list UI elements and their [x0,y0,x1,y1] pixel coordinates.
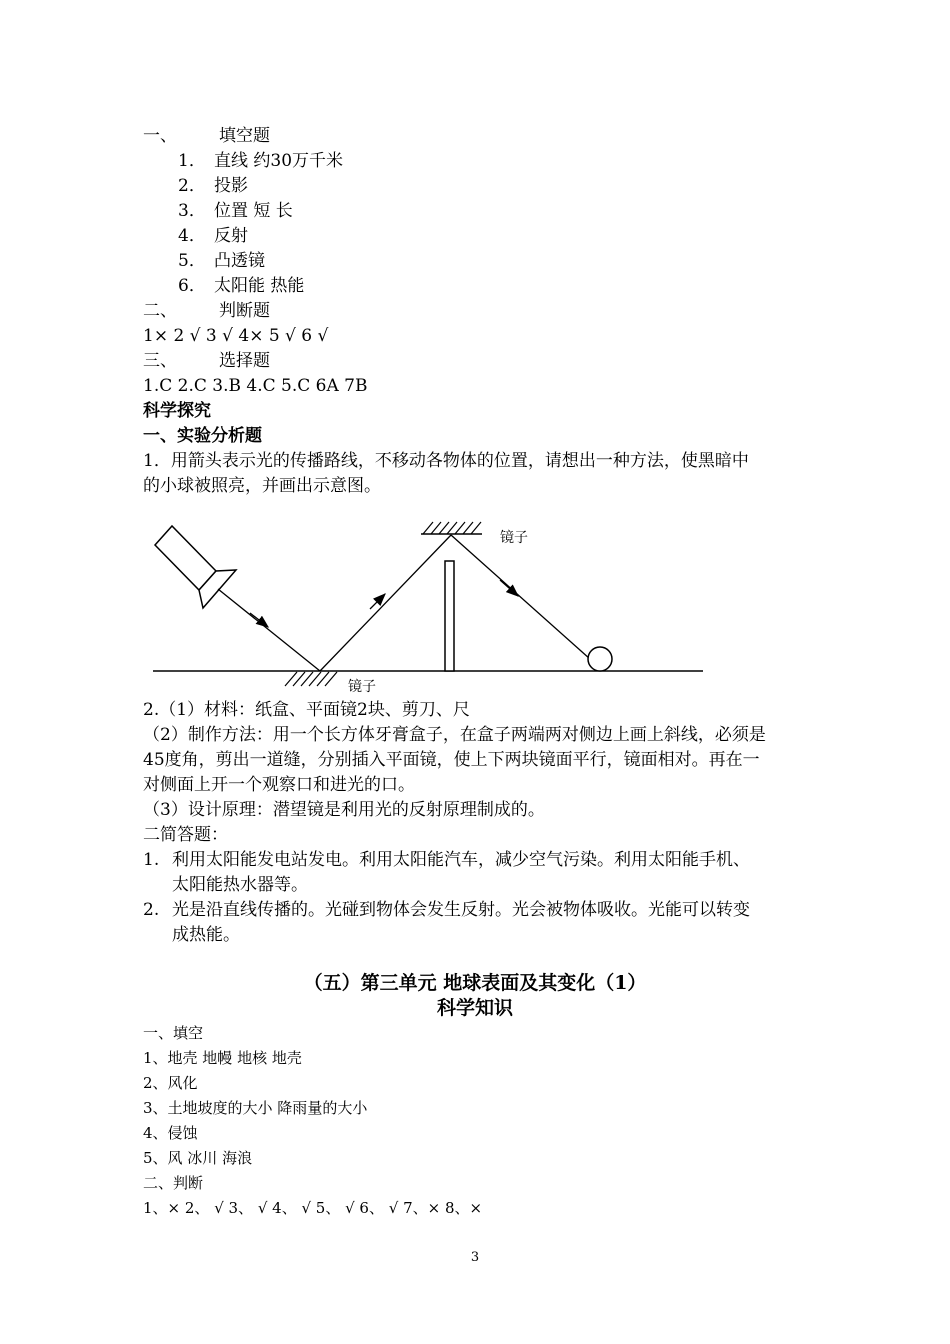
q2-line-3: 45度角，剪出一道缝，分别插入平面镜，使上下两块镜面平行，镜面相对。再在一 [143,750,760,770]
ball [588,647,612,671]
item-text: 凸透镜 [214,251,265,271]
judge-answers: 1× 2 √ 3 √ 4× 5 √ 6 √ [143,326,329,346]
item-text: 位置 短 长 [214,201,293,221]
q2-line-5: （3）设计原理：潜望镜是利用光的反射原理制成的。 [143,800,545,820]
judge-heading: 二、判断 [143,1174,204,1192]
unit-title: （五）第三单元 地球表面及其变化（1） [303,972,647,994]
short-answer-1-line-2: 太阳能热水器等。 [172,875,308,895]
question-1-line-1: 1．用箭头表示光的传播路线，不移动各物体的位置，请想出一种方法，使黑暗中 [143,451,749,471]
item-number: 2． [178,176,206,196]
item-text: 直线 约30万千米 [214,151,344,171]
short-answer-2-line-2: 成热能。 [172,925,240,945]
q2-line-4: 对侧面上开一个观察口和进光的口。 [143,775,415,795]
mirror-label-top: 镜子 [500,530,528,546]
explore-subtitle: 一、实验分析题 [143,426,262,446]
item-number: 3． [178,201,206,221]
heading-text: 选择题 [219,351,270,371]
heading-number: 二、 [143,301,177,321]
list-item: 5、风 冰川 海浪 [143,1149,253,1167]
top-mirror [421,522,482,534]
fill-heading: 一、填空 [143,1024,204,1042]
item-text: 投影 [214,176,248,196]
bottom-mirror [285,672,337,686]
arrow-1 [250,613,268,627]
list-item: 3、土地坡度的大小 降雨量的大小 [143,1099,368,1117]
light-ray-reflected-down [451,535,590,659]
item-text: 太阳能 热能 [214,276,305,296]
explore-title: 科学探究 [143,401,211,421]
q2-line-2: （2）制作方法：用一个长方体牙膏盒子，在盒子两端两对侧边上画上斜线，必须是 [143,725,766,745]
item-number: 5． [178,251,206,271]
heading-number: 一、 [143,126,177,146]
light-ray-incident [218,589,320,671]
wall-obstacle [445,561,454,671]
question-1-line-2: 的小球被照亮，并画出示意图。 [143,476,381,496]
heading-number: 三、 [143,351,177,371]
list-item: 4、侵蚀 [143,1124,198,1142]
unit-subtitle: 科学知识 [436,997,513,1019]
short-answer-1-num: 1. [143,850,160,870]
short-answer-2-num: 2. [143,900,160,920]
short-answer-heading: 二简答题： [143,825,228,845]
short-answer-2-line-1: 光是沿直线传播的。光碰到物体会发生反射。光会被物体吸收。光能可以转变 [172,900,750,920]
heading-text: 填空题 [219,126,270,146]
list-item: 1、地壳 地幔 地核 地壳 [143,1049,302,1067]
flashlight-icon [155,526,236,608]
item-number: 1． [178,151,206,171]
light-ray-reflected-up [320,535,451,671]
short-answer-1-line-1: 利用太阳能发电站发电。利用太阳能汽车，减少空气污染。利用太阳能手机、 [172,850,750,870]
list-item: 2、风化 [143,1074,198,1092]
item-text: 反射 [214,226,248,246]
heading-text: 判断题 [219,301,270,321]
choice-answers: 1.C 2.C 3.B 4.C 5.C 6A 7B [143,376,368,396]
item-number: 6． [178,276,206,296]
q2-line-1: 2.（1）材料：纸盒、平面镜2块、剪刀、尺 [143,700,470,720]
judge-answers-2: 1、× 2、 √ 3、 √ 4、 √ 5、 √ 6、 √ 7、× 8、× [143,1199,483,1217]
page-number: 3 [470,1250,480,1265]
arrow-3 [500,580,518,596]
item-number: 4． [178,226,206,246]
mirror-label-bottom: 镜子 [348,679,376,695]
